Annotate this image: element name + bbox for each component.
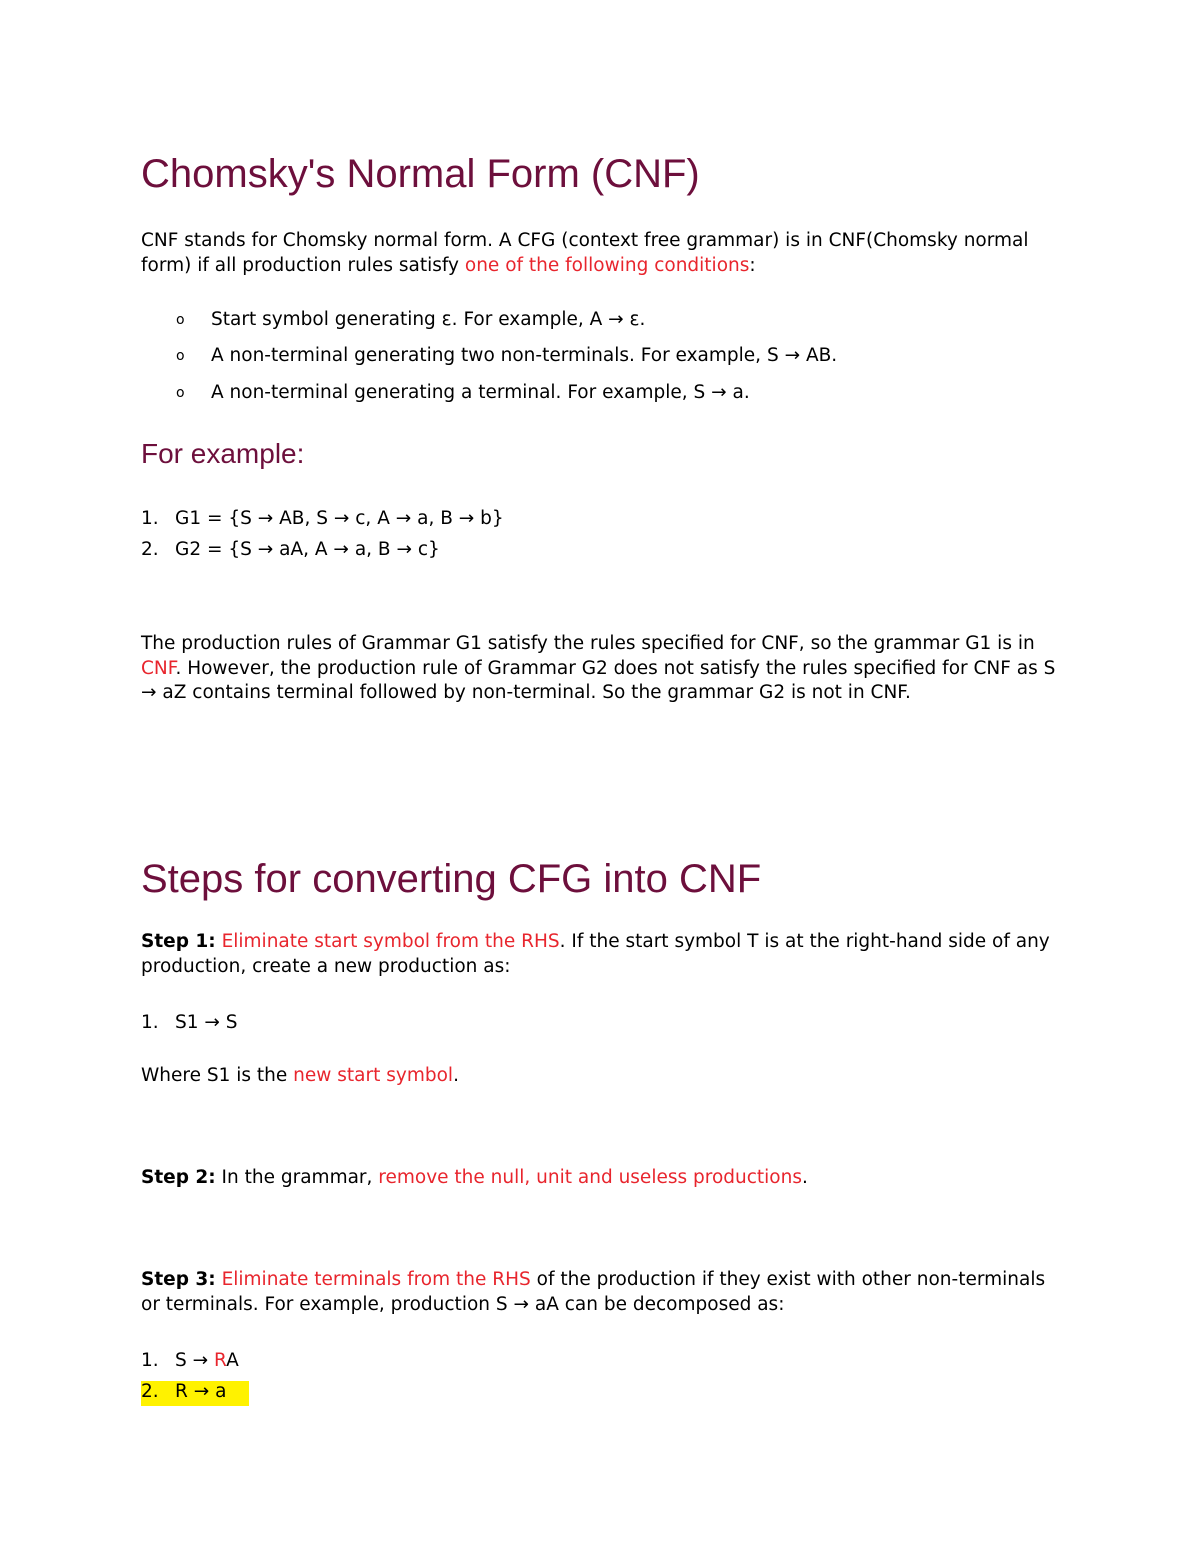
example-grammar: G1 = {S → AB, S → c, A → a, B → b}	[175, 508, 504, 529]
bullet-text: Start symbol generating ε. For example, A → ε.	[211, 309, 646, 330]
intro-paragraph	[141, 229, 1061, 278]
intro-emphasis: one of the following conditions	[464, 254, 750, 276]
list-number: 2.	[141, 539, 159, 560]
production-rhs-end: A	[226, 1350, 239, 1371]
example-heading: For example:	[141, 438, 305, 469]
step1-paragraph	[141, 930, 1061, 979]
step2-paragraph	[141, 1166, 1061, 1191]
where-text-end: .	[453, 1065, 459, 1086]
highlighted-list-item	[141, 1381, 249, 1406]
list-number: 1.	[141, 1012, 159, 1033]
bullet-marker: o	[176, 312, 185, 328]
production-rule: R → a	[175, 1381, 227, 1402]
production-lhs: S →	[175, 1350, 215, 1371]
explanation-text-end: . However, the production rule of Grammar G2 does not satisfy the rules specified for CNF as S → aZ contains terminal followed by non-terminal. So the grammar G2 is not in CNF.	[141, 657, 1056, 703]
step3-emphasis: Eliminate terminals from the RHS	[221, 1269, 531, 1290]
bullet-marker: o	[176, 348, 185, 364]
step3-text: of the production if they exist with other non-terminals or terminals. For example, production S → aA can be decomposed as:	[141, 1269, 1046, 1315]
step1-emphasis: Eliminate start symbol from the RHS	[221, 931, 560, 952]
step2-text-end: .	[801, 1167, 808, 1188]
explanation-paragraph	[141, 632, 1061, 706]
step1-label: Step 1:	[141, 931, 216, 952]
where-paragraph	[141, 1064, 1061, 1089]
explanation-emphasis: CNF	[141, 657, 176, 679]
step1-text: . If the start symbol T is at the right-hand side of any production, create a new production as:	[141, 931, 1050, 977]
list-number: 1.	[141, 508, 159, 529]
production-rule: S1 → S	[175, 1012, 238, 1033]
where-emphasis: new start symbol	[293, 1065, 454, 1086]
explanation-text: The production rules of Grammar G1 satisfy the rules specified for CNF, so the grammar G1 is in	[141, 633, 1035, 654]
steps-heading: Steps for converting CFG into CNF	[141, 857, 762, 901]
bullet-text: A non-terminal generating a terminal. For example, S → a.	[211, 382, 750, 403]
step3-paragraph	[141, 1268, 1061, 1317]
bullet-text: A non-terminal generating two non-terminals. For example, S → AB.	[211, 345, 838, 366]
step2-label: Step 2:	[141, 1167, 216, 1188]
list-number: 1.	[141, 1350, 159, 1371]
page-title: Chomsky's Normal Form (CNF)	[141, 152, 700, 196]
example-grammar: G2 = {S → aA, A → a, B → c}	[175, 539, 440, 560]
bullet-marker: o	[176, 385, 185, 401]
step3-label: Step 3:	[141, 1269, 216, 1290]
list-number: 2.	[141, 1381, 159, 1402]
intro-text-end: :	[749, 254, 756, 276]
production-rule	[175, 1350, 239, 1371]
intro-text: CNF stands for Chomsky normal form. A CFG (context free grammar) is in CNF(Chomsky normal form) if all production rules satisfy	[141, 230, 1029, 276]
step2-text: In the grammar,	[215, 1167, 379, 1188]
production-emphasis: R	[214, 1350, 227, 1371]
where-text: Where S1 is the	[141, 1065, 294, 1086]
step2-emphasis: remove the null, unit and useless productions	[378, 1167, 802, 1188]
